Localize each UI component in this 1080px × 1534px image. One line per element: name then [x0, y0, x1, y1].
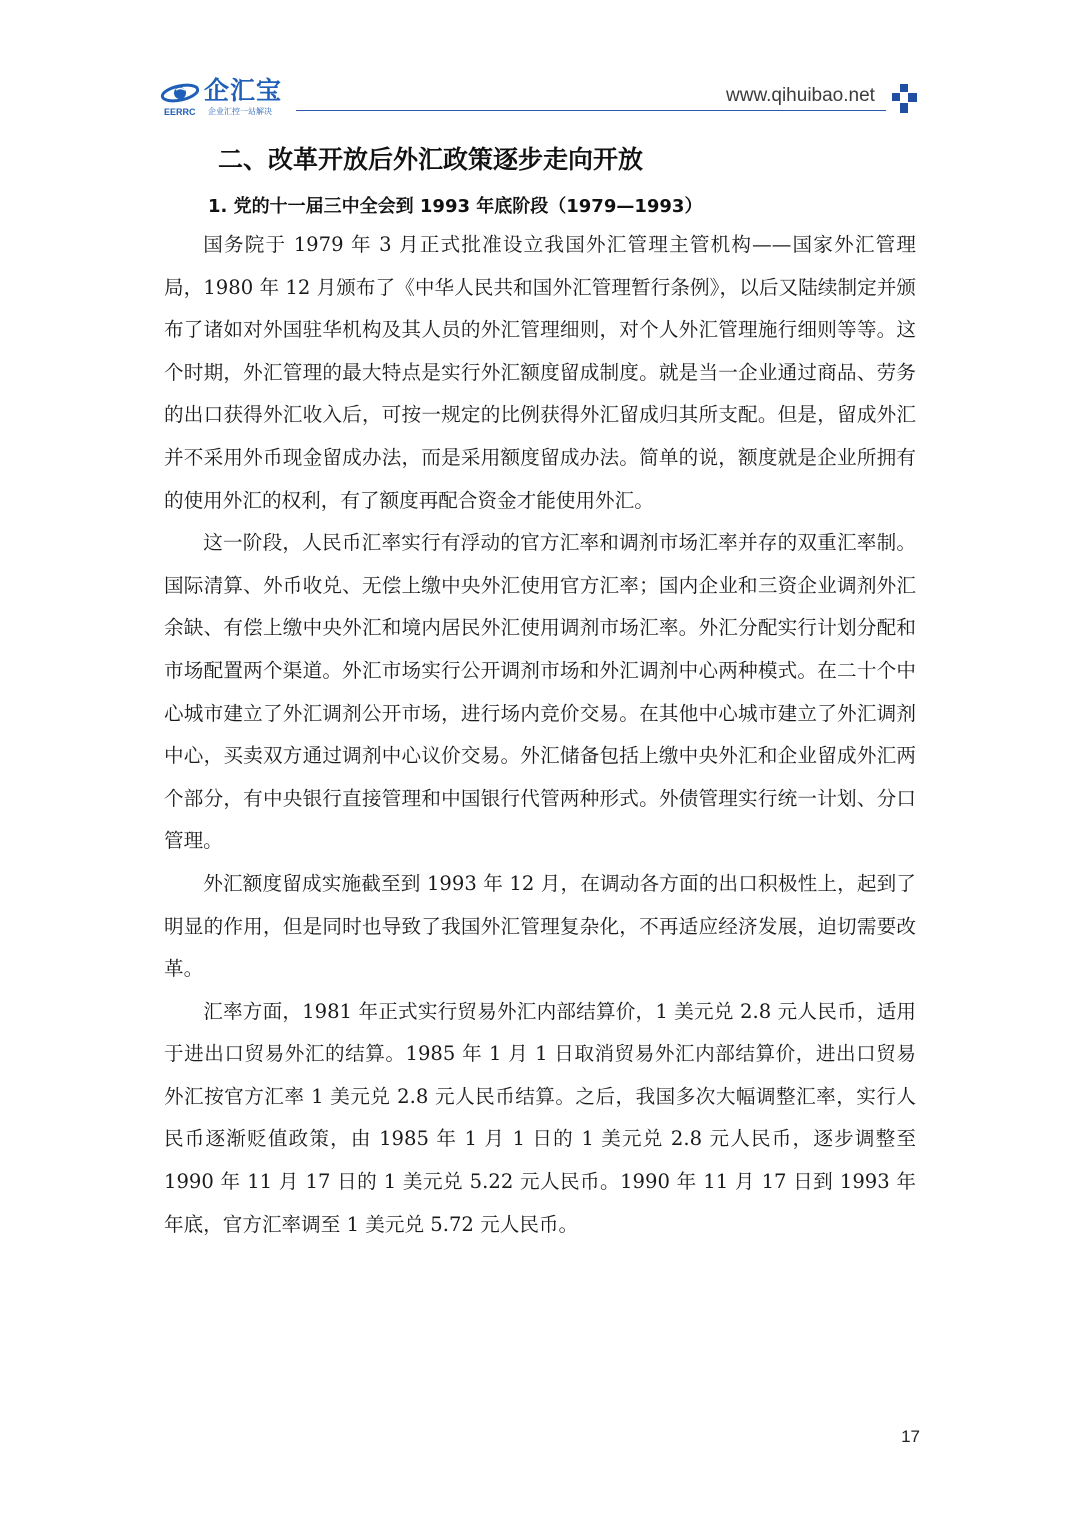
website-url[interactable]: www.qihuibao.net: [726, 85, 875, 106]
paragraph: 外汇额度留成实施截至到 1993 年 12 月，在调动各方面的出口积极性上，起到了明显的作用，但是同时也导致了我国外汇管理复杂化，不再适应经济发展，迫切需要改革。: [164, 871, 916, 981]
logo-name: 企汇宝: [204, 76, 283, 105]
paragraph: 这一阶段，人民币汇率实行有浮动的官方汇率和调剂市场汇率并存的双重汇率制。国际清算、外币收兑、无偿上缴中央外汇使用官方汇率；国内企业和三资企业调剂外汇余缺、有偿上缴中央外汇和境内居民外汇使用调剂市场汇率。外汇分配实行计划分配和市场配置两个渠道。外汇市场实行公开调剂市场和外汇调剂中心两种模式。在二十个中心城市建立了外汇调剂公开市场，进行场内竞价交易。在其他中心城市建立了外汇调剂中心，买卖双方通过调剂中心议价交易。外汇储备包括上缴中央外汇和企业留成外汇两个部分，有中央银行直接管理和中国银行代管两种形式。外债管理实行统一计划、分口管理。: [164, 531, 916, 853]
logo-abbreviation: EERRC: [164, 107, 196, 117]
header-divider: [296, 110, 886, 111]
subsection-title: 1. 党的十一届三中全会到 1993 年底阶段（1979—1993）: [208, 196, 703, 217]
article-body: [164, 140, 916, 1246]
globe-logo-icon: [160, 80, 200, 106]
paragraph: 汇率方面，1981 年正式实行贸易外汇内部结算价，1 美元兑 2.8 元人民币，适用于进出口贸易外汇的结算。1985 年 1 月 1 日取消贸易外汇内部结算价，进出口贸易外汇按官方汇率 1 美元兑 2.8 元人民币结算。之后，我国多次大幅调整汇率，实行人民币逐渐贬值政策，由 1985 年 1 月 1 日的 1 美元兑 2.8 元人民币，逐步调整至 1990 年 11 月 17 日的 1 美元兑 5.22 元人民币。1990 年 11 月 17 日到 1993 年年底，官方汇率调至 1 美元兑 5.72 元人民币。: [164, 999, 916, 1236]
section-title: 二、改革开放后外汇政策逐步走向开放: [218, 145, 644, 174]
page-header: [0, 0, 1080, 130]
company-logo: [160, 76, 290, 120]
corner-blocks-icon: [892, 84, 918, 114]
paragraph: 国务院于 1979 年 3 月正式批准设立我国外汇管理主管机构——国家外汇管理局，1980 年 12 月颁布了《中华人民共和国外汇管理暂行条例》，以后又陆续制定并颁布了诸如对外国驻华机构及其人员的外汇管理细则，对个人外汇管理施行细则等等。这个时期，外汇管理的最大特点是实行外汇额度留成制度。就是当一企业通过商品、劳务的出口获得外汇收入后，可按一规定的比例获得外汇留成归其所支配。但是，留成外汇并不采用外币现金留成办法，而是采用额度留成办法。简单的说，额度就是企业所拥有的使用外汇的权利，有了额度再配合资金才能使用外汇。: [164, 233, 916, 512]
logo-slogan: 企业汇控一站解决: [208, 107, 272, 116]
page-number: 17: [901, 1427, 920, 1446]
